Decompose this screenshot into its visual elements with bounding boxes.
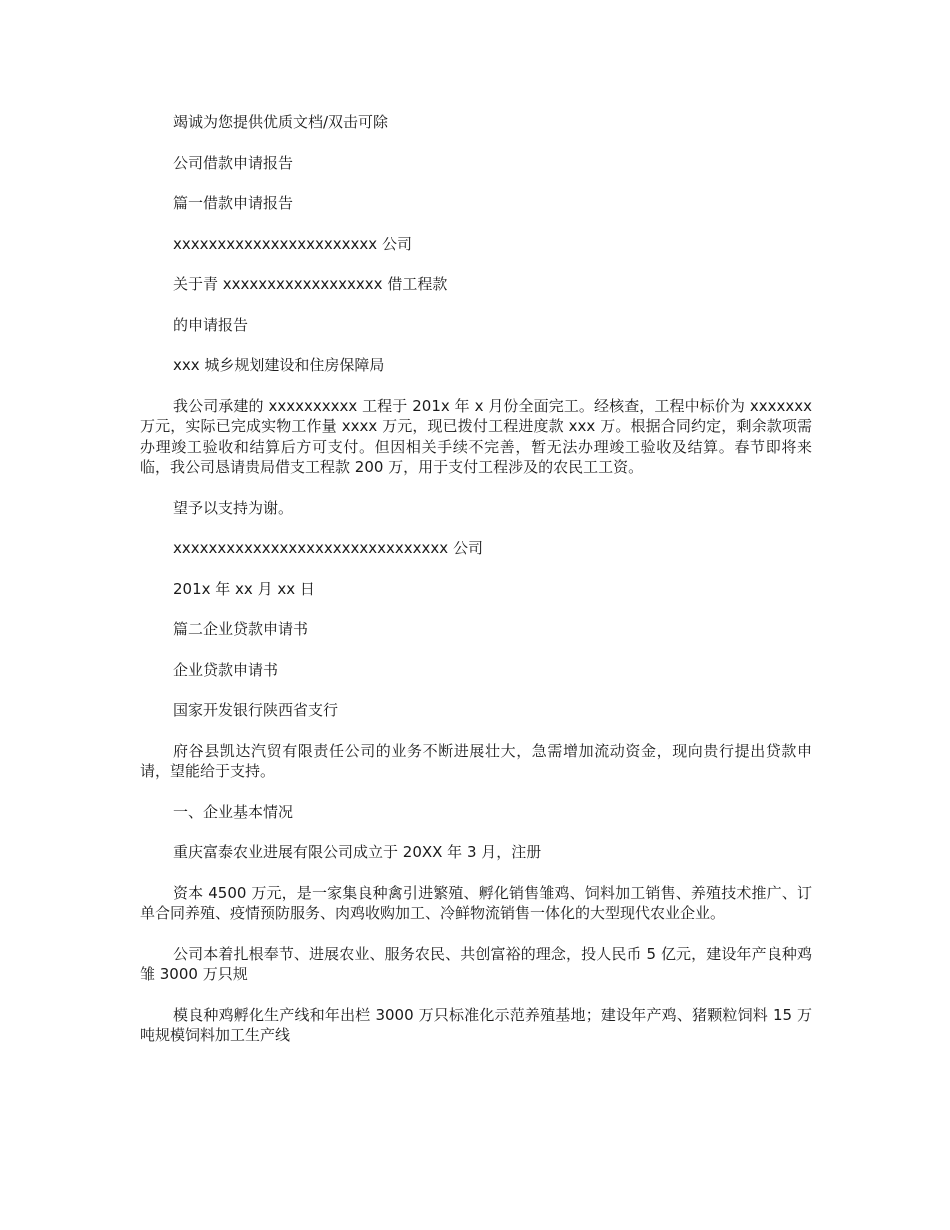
header-note: 竭诚为您提供优质文档/双击可除 [173, 113, 389, 131]
report-subject-line-2: 的申请报告 [173, 315, 249, 334]
company-name-line: xxxxxxxxxxxxxxxxxxxxxxx 公司 [173, 234, 412, 253]
signature-company: xxxxxxxxxxxxxxxxxxxxxxxxxxxxxxx 公司 [173, 539, 483, 557]
body-paragraph: 我公司承建的 xxxxxxxxxx 工程于 201x 年 x 月份全面完工。经核查，工程中标价为 xxxxxxx 万元，实际已完成实物工作量 xxxx 万元，现已拨付工程进度款 xxx 万。根据合同约定，剩余款项需办理竣工验收和结算后方可支付。但因相关手续不完善，暂无法办理竣工验收及结算。春节即将来临，我公司恳请贵局借支工程款 200 万，用于支付工程涉及的农民工工资。 [140, 396, 812, 476]
body-paragraph: 资本 4500 万元，是一家集良种禽引进繁殖、孵化销售雏鸡、饲料加工销售、养殖技术推广、订单合同养殖、疫情预防服务、肉鸡收购加工、冷鲜物流销售一体化的大型现代农业企业。 [140, 883, 812, 922]
signature-date: 201x 年 xx 月 xx 日 [173, 579, 315, 598]
body-paragraph: 公司本着扎根奉节、进展农业、服务农民、共创富裕的理念，投人民币 5 亿元，建设年产良种鸡雏 3000 万只规 [140, 944, 812, 983]
document-title: 公司借款申请报告 [173, 153, 294, 172]
document-body [140, 112, 812, 1066]
application-title: 企业贷款申请书 [173, 660, 279, 679]
addressee-line: xxx 城乡规划建设和住房保障局 [173, 356, 385, 374]
bank-addressee: 国家开发银行陕西省支行 [173, 701, 339, 719]
subsection-heading: 一、企业基本情况 [173, 802, 294, 821]
body-paragraph: 重庆富泰农业进展有限公司成立于 20XX 年 3 月，注册 [173, 843, 542, 861]
report-subject-line: 关于青 xxxxxxxxxxxxxxxxxx 借工程款 [173, 275, 448, 293]
section-heading-1: 篇一借款申请报告 [173, 194, 294, 212]
body-paragraph: 模良种鸡孵化生产线和年出栏 3000 万只标准化示范养殖基地；建设年产鸡、猪颗粒饲料 15 万吨规模饲料加工生产线 [140, 1005, 812, 1044]
section-heading-2: 篇二企业贷款申请书 [173, 620, 309, 638]
closing-line: 望予以支持为谢。 [173, 498, 294, 517]
body-paragraph: 府谷县凯达汽贸有限责任公司的业务不断进展壮大，急需增加流动资金，现向贵行提出贷款申请，望能给于支持。 [140, 741, 812, 780]
